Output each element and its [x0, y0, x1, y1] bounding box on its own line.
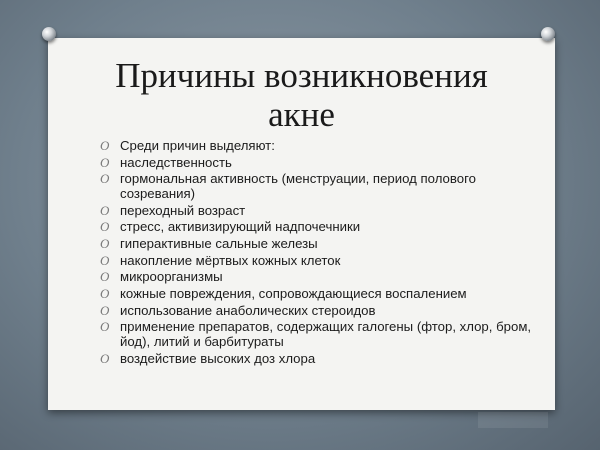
list-item: [100, 287, 540, 302]
bullet-icon: O: [100, 302, 110, 318]
pushpin-icon: [42, 27, 56, 41]
list-item: [100, 220, 540, 235]
bullet-icon: O: [100, 252, 110, 268]
list-item: [100, 172, 540, 201]
bullet-icon: O: [100, 219, 110, 235]
list-item-text: переходный возраст: [120, 202, 246, 218]
list-item-text: кожные повреждения, сопровождающиеся воспалением: [120, 286, 467, 301]
bullet-icon: O: [100, 350, 110, 366]
list-item: [100, 304, 540, 319]
watermark-area: [478, 412, 548, 428]
list-item: [100, 204, 540, 219]
bullet-icon: O: [100, 154, 110, 170]
list-item: [100, 352, 540, 367]
bullet-icon: O: [100, 171, 110, 187]
slide-title: [48, 56, 555, 134]
bullet-icon: O: [100, 138, 110, 153]
title-line-1: Причины возникновения: [115, 56, 488, 95]
list-item-text: наследственность: [120, 154, 232, 170]
slide-card: [48, 38, 555, 410]
bullet-icon: O: [100, 319, 110, 335]
list-item: [100, 320, 540, 349]
list-item-text: воздействие высоких доз хлора: [120, 350, 316, 366]
title-line-2: акне: [268, 95, 335, 134]
bullet-icon: O: [100, 235, 110, 251]
list-item-text: стресс, активизирующий надпочечники: [120, 219, 361, 235]
list-item-text: Среди причин выделяют:: [120, 138, 275, 153]
list-item: [100, 237, 540, 252]
pushpin-icon: [541, 27, 555, 41]
bullet-list: [100, 139, 540, 368]
list-item-text: гормональная активность (менструации, период полового созревания): [120, 171, 476, 201]
bullet-icon: O: [100, 286, 110, 301]
list-item: [100, 139, 540, 154]
list-item-text: микроорганизмы: [120, 269, 223, 285]
list-item-text: применение препаратов, содержащих галогены (фтор, хлор, бром, йод), литий и барбитураты: [120, 319, 532, 349]
bullet-icon: O: [100, 202, 110, 218]
list-item: [100, 254, 540, 269]
list-item-text: гиперактивные сальные железы: [120, 235, 318, 251]
bullet-icon: O: [100, 269, 110, 285]
list-item-text: использование анаболических стероидов: [120, 302, 376, 318]
list-item: [100, 156, 540, 171]
list-item: [100, 270, 540, 285]
list-item-text: накопление мёртвых кожных клеток: [120, 252, 341, 268]
